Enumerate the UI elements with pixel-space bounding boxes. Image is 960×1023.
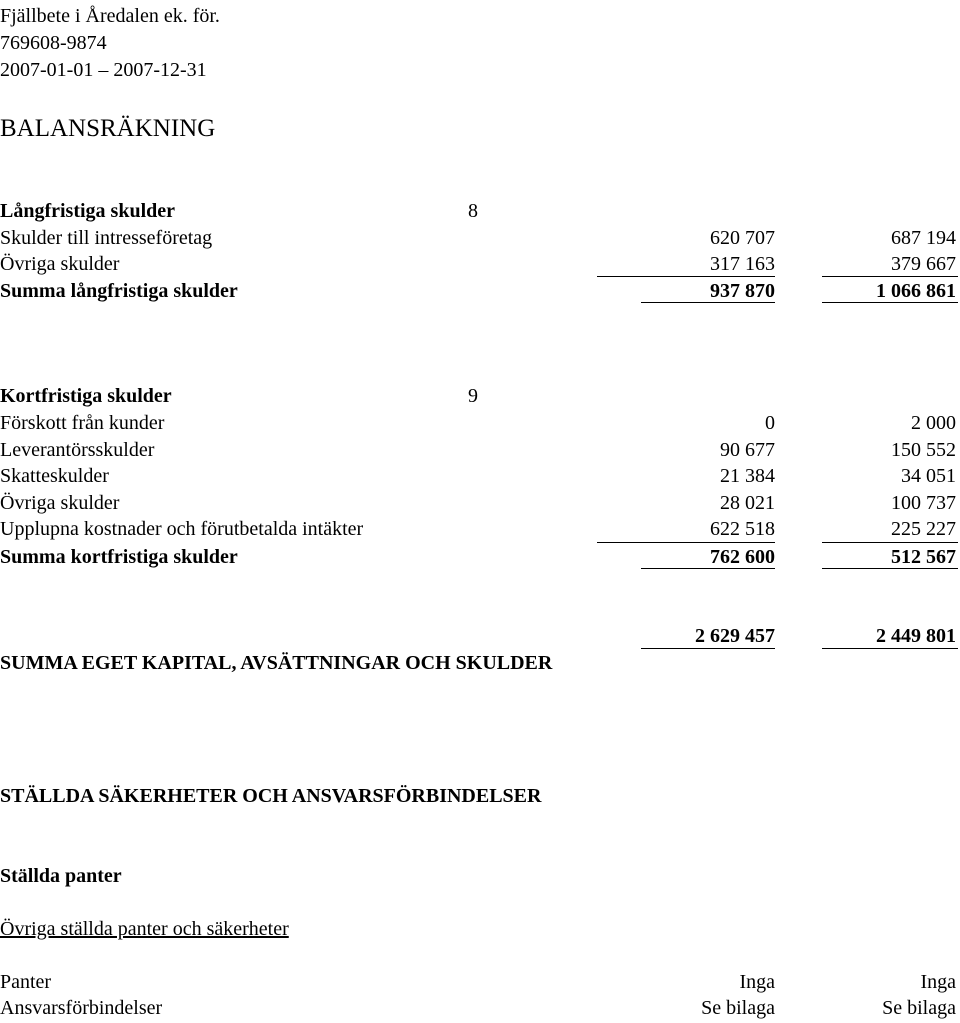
short-term-note: 9 (468, 385, 478, 407)
row-value-2007: 620 707 (710, 227, 775, 249)
row-value-2006: Se bilaga (882, 997, 956, 1019)
row-label: Skulder till intresseföretag (0, 227, 213, 249)
row-label: Panter (0, 971, 52, 993)
row-value-2007: 21 384 (720, 465, 775, 487)
sum-rule (822, 568, 958, 569)
row-label: Ansvarsförbindelser (0, 997, 163, 1019)
grand-total-label: SUMMA EGET KAPITAL, AVSÄTTNINGAR OCH SKULDER (0, 652, 553, 674)
row-value-2006: 150 552 (891, 439, 956, 461)
subtotal-rule (597, 542, 775, 543)
pledged-subheading: Ställda panter (0, 865, 122, 887)
period: 2007-01-01 – 2007-12-31 (0, 59, 207, 81)
sum-rule (641, 302, 775, 303)
subtotal-rule (597, 276, 775, 277)
company-name: Fjällbete i Åredalen ek. för. (0, 5, 220, 27)
row-value-2007: 622 518 (710, 518, 775, 540)
sum-value-2006: 1 066 861 (876, 280, 956, 302)
row-value-2007: 0 (765, 412, 775, 434)
short-term-heading: Kortfristiga skulder (0, 385, 172, 407)
sum-label: Summa kortfristiga skulder (0, 546, 238, 568)
row-value-2006: 2 000 (911, 412, 956, 434)
row-value-2006: 687 194 (891, 227, 956, 249)
row-label: Leverantörsskulder (0, 439, 155, 461)
pledged-underlined-heading: Övriga ställda panter och säkerheter (0, 918, 289, 940)
report-title: BALANSRÄKNING (0, 115, 216, 142)
row-label: Övriga skulder (0, 253, 120, 275)
row-value-2006: 225 227 (891, 518, 956, 540)
row-label: Förskott från kunder (0, 412, 165, 434)
org-number: 769608-9874 (0, 32, 107, 54)
grand-total-rule (822, 648, 958, 649)
row-label: Skatteskulder (0, 465, 109, 487)
sum-label: Summa långfristiga skulder (0, 280, 238, 302)
sum-value-2007: 937 870 (710, 280, 775, 302)
long-term-note: 8 (468, 200, 478, 222)
subtotal-rule (822, 542, 958, 543)
sum-rule (822, 302, 958, 303)
subtotal-rule (822, 276, 958, 277)
row-value-2006: Inga (920, 971, 956, 993)
sum-value-2007: 762 600 (710, 546, 775, 568)
row-label: Övriga skulder (0, 492, 120, 514)
row-value-2007: 90 677 (720, 439, 775, 461)
row-value-2006: 100 737 (891, 492, 956, 514)
sum-rule (641, 568, 775, 569)
row-value-2007: Inga (739, 971, 775, 993)
row-value-2006: 34 051 (901, 465, 956, 487)
row-value-2007: Se bilaga (701, 997, 775, 1019)
row-value-2007: 28 021 (720, 492, 775, 514)
pledged-heading: STÄLLDA SÄKERHETER OCH ANSVARSFÖRBINDELSER (0, 785, 542, 807)
row-label: Upplupna kostnader och förutbetalda intäkter (0, 518, 364, 540)
row-value-2006: 379 667 (891, 253, 956, 275)
grand-total-rule (641, 648, 775, 649)
row-value-2007: 317 163 (710, 253, 775, 275)
sum-value-2006: 512 567 (891, 546, 956, 568)
grand-total-2006: 2 449 801 (876, 625, 956, 647)
grand-total-2007: 2 629 457 (695, 625, 775, 647)
long-term-heading: Långfristiga skulder (0, 200, 176, 222)
